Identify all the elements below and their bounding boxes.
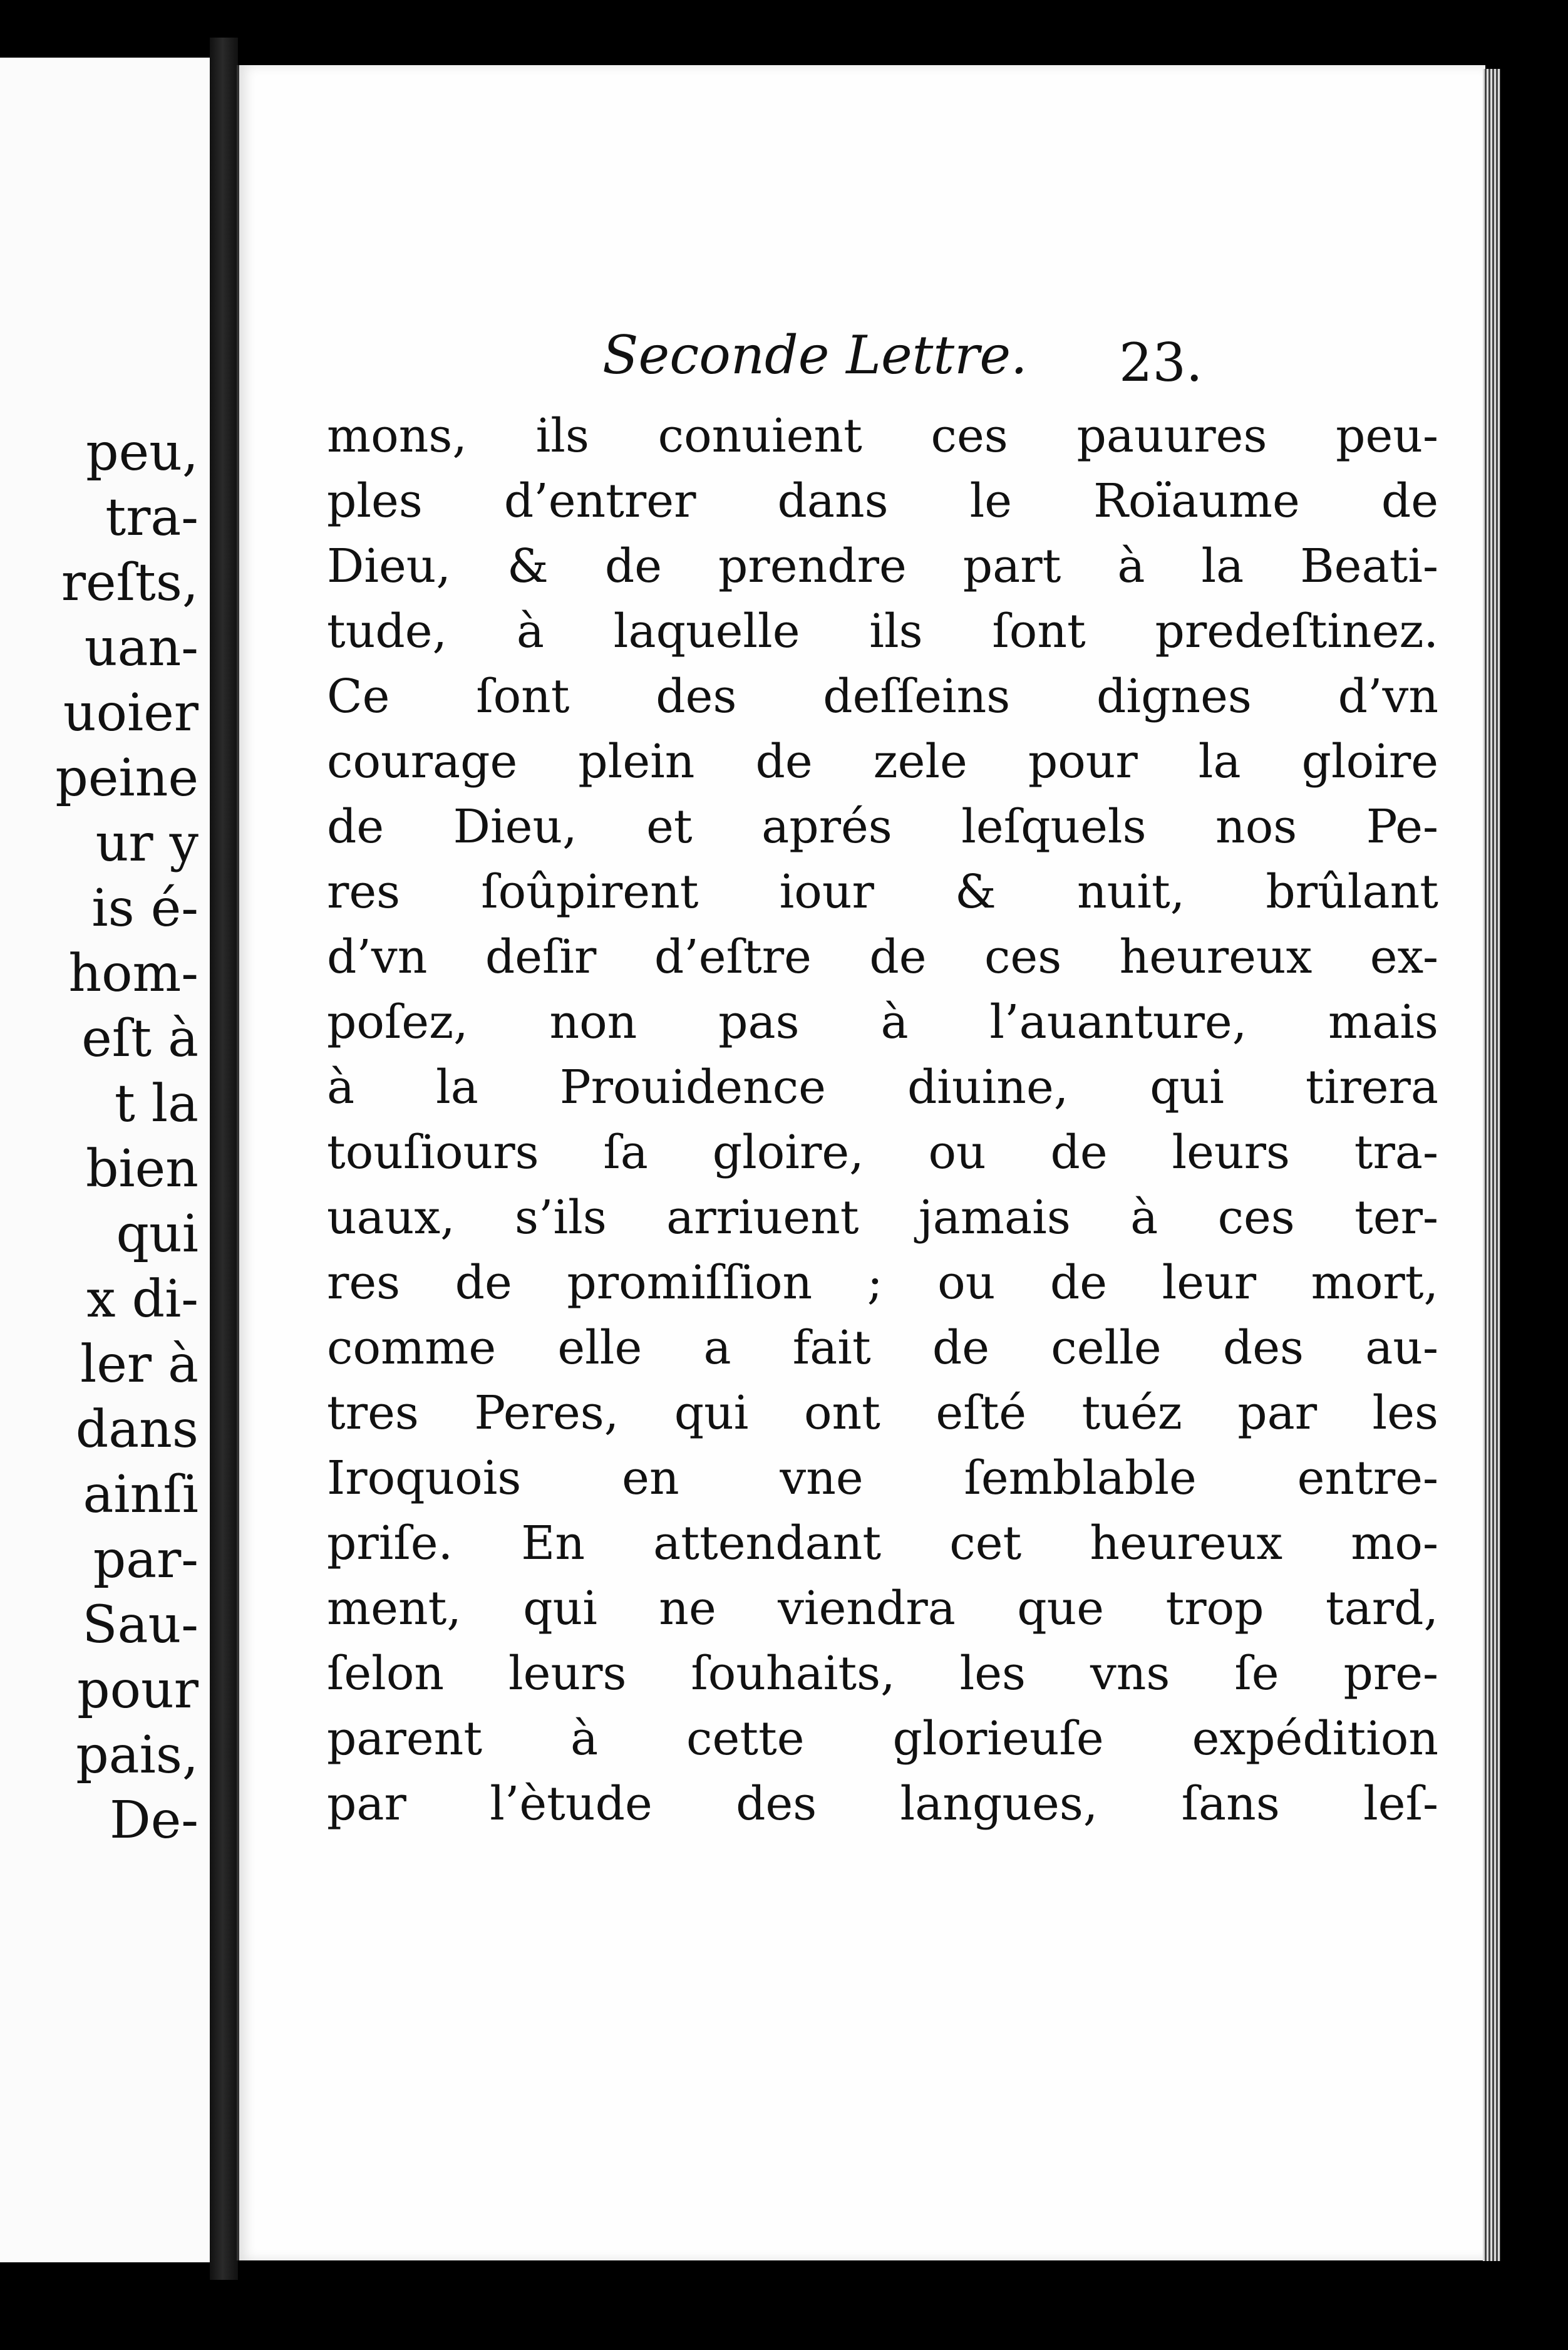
text-line: touſiours ſa gloire, ou de leurs tra- <box>327 1126 1438 1179</box>
body-text <box>327 403 1438 1836</box>
text-line: uaux, s’ils arriuent jamais à ces ter- <box>327 1191 1438 1245</box>
text-line: à la Prouidence diuine, qui tirera <box>327 1060 1438 1114</box>
left-fragment: reſts, <box>61 553 199 613</box>
left-fragment: qui <box>116 1204 199 1264</box>
left-fragment: ler à <box>80 1335 199 1394</box>
book-gutter <box>210 38 238 2280</box>
left-fragment: peu, <box>86 423 199 482</box>
text-line: tude, à laquelle ils ſont predeſtinez. <box>327 604 1438 658</box>
page-fore-edge <box>1483 69 1500 2261</box>
text-line: tres Peres, qui ont eſté tuéz par les <box>327 1386 1438 1440</box>
text-line: ment, qui ne viendra que trop tard, <box>327 1581 1438 1635</box>
left-page <box>0 58 212 2262</box>
left-fragment: is é- <box>91 879 199 938</box>
text-line: ples d’entrer dans le Roïaume de <box>327 474 1438 528</box>
running-head <box>239 321 1485 393</box>
text-line: priſe. En attendant cet heureux mo- <box>327 1516 1438 1570</box>
text-line: de Dieu, et aprés leſquels nos Pe- <box>327 800 1438 854</box>
text-line: ſelon leurs ſouhaits, les vns ſe pre- <box>327 1647 1438 1700</box>
left-fragment: pour <box>77 1660 199 1720</box>
text-line: comme elle a fait de celle des au- <box>327 1321 1438 1375</box>
right-page <box>237 65 1485 2260</box>
text-line: res de promiſſion ; ou de leur mort, <box>327 1256 1438 1310</box>
text-line: Ce ſont des deſſeins dignes d’vn <box>327 670 1438 723</box>
left-fragment: eſt à <box>81 1009 199 1069</box>
text-line: parent à cette glorieuſe expédition <box>327 1712 1438 1766</box>
left-fragment: ainſi <box>83 1465 199 1524</box>
text-line: courage plein de zele pour la gloire <box>327 735 1438 789</box>
left-fragment: uoier <box>63 683 199 743</box>
left-fragment: tra- <box>105 488 199 547</box>
page-number: 23. <box>1119 332 1203 393</box>
text-line: Dieu, & de prendre part à la Beati- <box>327 539 1438 593</box>
scan-border <box>1500 69 1568 2261</box>
left-fragment: hom- <box>68 944 199 1003</box>
left-fragment: par- <box>93 1530 199 1590</box>
text-line: poſez, non pas à l’auanture, mais <box>327 995 1438 1049</box>
left-fragment: t la <box>114 1074 199 1134</box>
left-fragment: pais, <box>76 1726 199 1785</box>
left-fragment: bien <box>85 1139 199 1199</box>
text-line: mons, ils conuient ces pauures peu- <box>327 409 1438 463</box>
left-fragment: x di- <box>86 1270 199 1329</box>
left-fragment: peine <box>55 748 199 808</box>
text-line: Iroquois en vne ſemblable entre- <box>327 1451 1438 1505</box>
text-line: res ſoûpirent iour & nuit, brûlant <box>327 865 1438 919</box>
left-fragment: dans <box>75 1400 199 1459</box>
left-fragment: uan- <box>84 618 199 678</box>
text-line: d’vn deſir d’eſtre de ces heureux ex- <box>327 930 1438 984</box>
left-fragment: De- <box>110 1791 199 1850</box>
text-line: par l’ètude des langues, ſans leſ- <box>327 1777 1438 1831</box>
left-fragment: Sau- <box>82 1595 199 1655</box>
running-title: Seconde Lettre. <box>602 324 1028 386</box>
left-fragment: ur y <box>95 814 199 873</box>
